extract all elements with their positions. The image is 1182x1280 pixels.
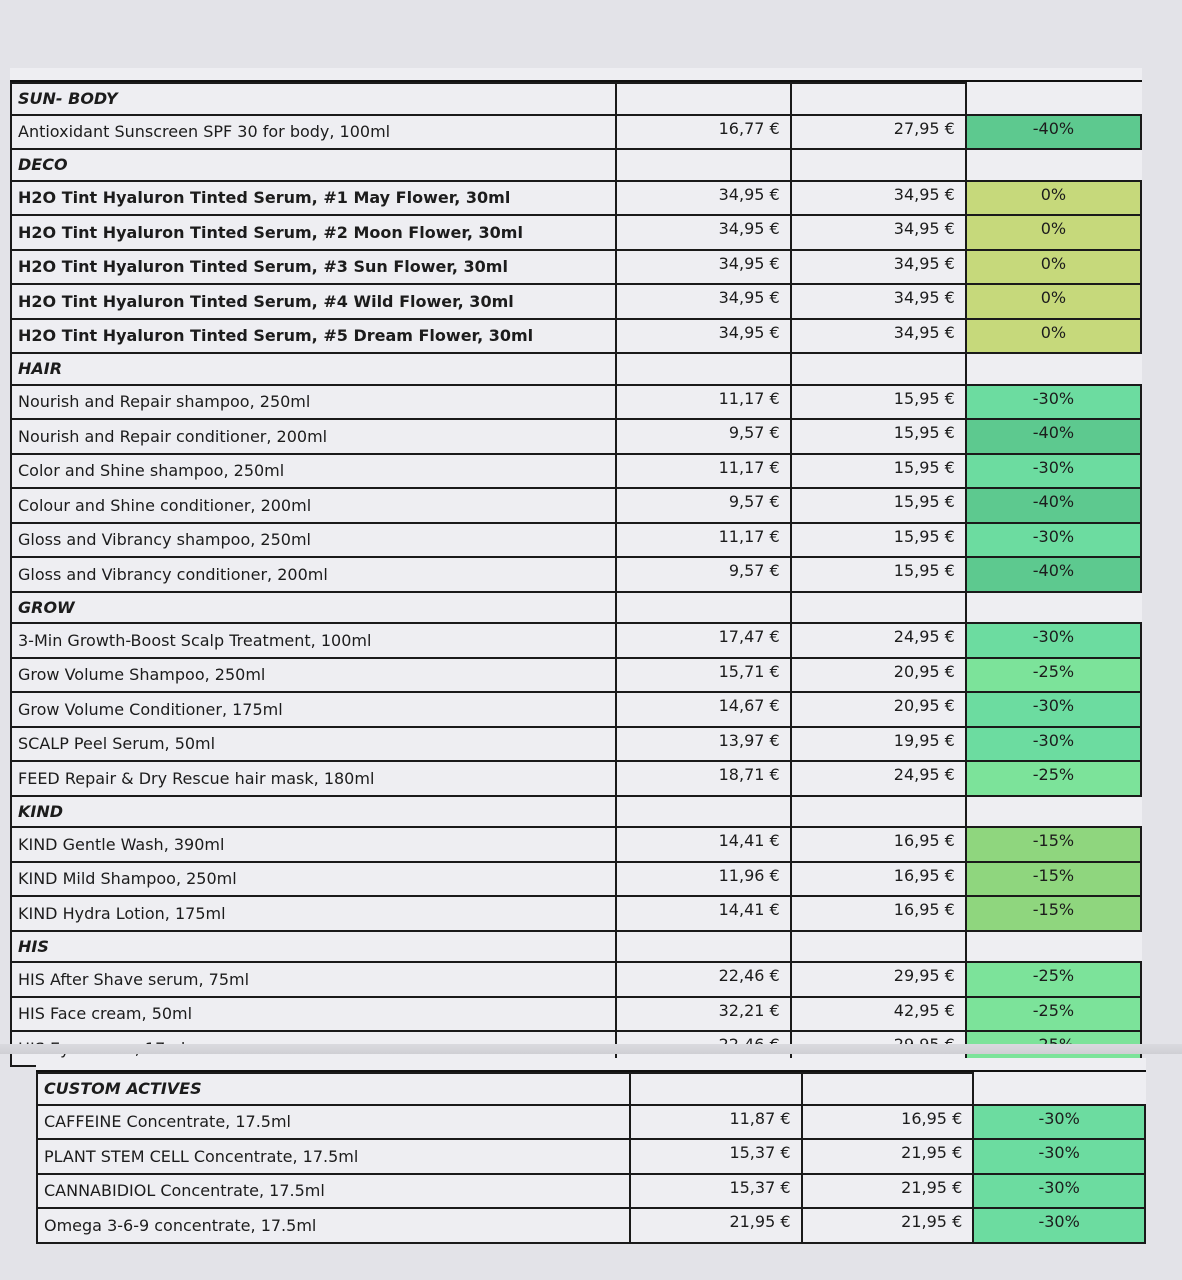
product-row bbox=[37, 1208, 1145, 1243]
product-name: KIND Mild Shampoo, 250ml bbox=[11, 862, 616, 897]
discount-badge: -30% bbox=[973, 1105, 1145, 1140]
price-sheet-bottom bbox=[36, 1058, 1146, 1244]
discount-badge: 0% bbox=[966, 215, 1141, 250]
sale-price: 21,95 € bbox=[630, 1208, 802, 1243]
empty-cell bbox=[791, 353, 966, 385]
discount-badge: -15% bbox=[966, 827, 1141, 862]
original-price: 15,95 € bbox=[791, 454, 966, 489]
original-price: 20,95 € bbox=[791, 692, 966, 727]
paper-tear bbox=[0, 1044, 1182, 1054]
empty-cell bbox=[802, 1073, 974, 1105]
product-row bbox=[11, 181, 1141, 216]
product-name: Color and Shine shampoo, 250ml bbox=[11, 454, 616, 489]
product-row bbox=[11, 250, 1141, 285]
empty-cell bbox=[966, 353, 1141, 385]
category-title: DECO bbox=[11, 149, 616, 181]
category-title: CUSTOM ACTIVES bbox=[37, 1073, 630, 1105]
original-price: 15,95 € bbox=[791, 488, 966, 523]
product-row bbox=[11, 319, 1141, 354]
product-name: KIND Hydra Lotion, 175ml bbox=[11, 896, 616, 931]
sale-price: 15,71 € bbox=[616, 658, 791, 693]
product-name: Colour and Shine conditioner, 200ml bbox=[11, 488, 616, 523]
discount-badge: -25% bbox=[966, 962, 1141, 997]
product-row bbox=[11, 488, 1141, 523]
discount-badge: 0% bbox=[966, 284, 1141, 319]
empty-cell bbox=[616, 592, 791, 624]
product-row bbox=[11, 658, 1141, 693]
sale-price: 11,17 € bbox=[616, 523, 791, 558]
discount-badge: -30% bbox=[966, 454, 1141, 489]
product-row bbox=[11, 523, 1141, 558]
product-name: H2O Tint Hyaluron Tinted Serum, #1 May Flower, 30ml bbox=[11, 181, 616, 216]
category-title: GROW bbox=[11, 592, 616, 624]
category-row bbox=[11, 83, 1141, 115]
product-name: 3-Min Growth-Boost Scalp Treatment, 100ml bbox=[11, 623, 616, 658]
product-name: Nourish and Repair shampoo, 250ml bbox=[11, 385, 616, 420]
empty-cell bbox=[791, 83, 966, 115]
empty-cell bbox=[966, 796, 1141, 828]
price-table-body bbox=[11, 83, 1141, 1066]
sale-price: 16,77 € bbox=[616, 115, 791, 150]
sale-price: 9,57 € bbox=[616, 419, 791, 454]
original-price: 42,95 € bbox=[791, 997, 966, 1032]
product-name: SCALP Peel Serum, 50ml bbox=[11, 727, 616, 762]
custom-actives-table bbox=[36, 1072, 1146, 1244]
discount-badge: -30% bbox=[973, 1208, 1145, 1243]
original-price: 21,95 € bbox=[802, 1174, 974, 1209]
empty-cell bbox=[791, 149, 966, 181]
original-price: 24,95 € bbox=[791, 761, 966, 796]
sale-price: 15,37 € bbox=[630, 1139, 802, 1174]
product-row bbox=[11, 385, 1141, 420]
empty-cell bbox=[966, 931, 1141, 963]
discount-badge: -30% bbox=[966, 523, 1141, 558]
discount-badge: -15% bbox=[966, 862, 1141, 897]
sale-price: 11,96 € bbox=[616, 862, 791, 897]
discount-badge: -30% bbox=[966, 692, 1141, 727]
empty-cell bbox=[616, 149, 791, 181]
product-row bbox=[11, 454, 1141, 489]
product-row bbox=[37, 1139, 1145, 1174]
original-price: 15,95 € bbox=[791, 557, 966, 592]
sale-price: 18,71 € bbox=[616, 761, 791, 796]
sale-price: 22,46 € bbox=[616, 962, 791, 997]
category-row bbox=[11, 931, 1141, 963]
product-name: HIS After Shave serum, 75ml bbox=[11, 962, 616, 997]
category-row bbox=[11, 592, 1141, 624]
original-price: 15,95 € bbox=[791, 385, 966, 420]
discount-badge: -25% bbox=[966, 997, 1141, 1032]
sale-price: 14,41 € bbox=[616, 896, 791, 931]
original-price: 21,95 € bbox=[802, 1139, 974, 1174]
product-row bbox=[11, 557, 1141, 592]
price-table bbox=[10, 82, 1142, 1067]
product-name: Gloss and Vibrancy shampoo, 250ml bbox=[11, 523, 616, 558]
product-name: Nourish and Repair conditioner, 200ml bbox=[11, 419, 616, 454]
discount-badge: -40% bbox=[966, 115, 1141, 150]
original-price: 20,95 € bbox=[791, 658, 966, 693]
original-price: 34,95 € bbox=[791, 284, 966, 319]
top-rule-2 bbox=[36, 1058, 1146, 1072]
sale-price: 14,67 € bbox=[616, 692, 791, 727]
product-name: Omega 3-6-9 concentrate, 17.5ml bbox=[37, 1208, 630, 1243]
sale-price: 32,21 € bbox=[616, 997, 791, 1032]
price-sheet-top bbox=[10, 68, 1142, 1067]
discount-badge: 0% bbox=[966, 319, 1141, 354]
discount-badge: -15% bbox=[966, 896, 1141, 931]
empty-cell bbox=[791, 592, 966, 624]
sale-price: 34,95 € bbox=[616, 319, 791, 354]
category-row bbox=[11, 149, 1141, 181]
empty-cell bbox=[791, 796, 966, 828]
sale-price: 34,95 € bbox=[616, 181, 791, 216]
product-name: HIS Face cream, 50ml bbox=[11, 997, 616, 1032]
original-price: 24,95 € bbox=[791, 623, 966, 658]
empty-cell bbox=[973, 1073, 1145, 1105]
product-name: Gloss and Vibrancy conditioner, 200ml bbox=[11, 557, 616, 592]
top-rule bbox=[10, 68, 1142, 82]
empty-cell bbox=[616, 796, 791, 828]
product-row bbox=[11, 215, 1141, 250]
sale-price: 13,97 € bbox=[616, 727, 791, 762]
empty-cell bbox=[616, 931, 791, 963]
sale-price: 11,87 € bbox=[630, 1105, 802, 1140]
discount-badge: -30% bbox=[966, 385, 1141, 420]
sale-price: 11,17 € bbox=[616, 385, 791, 420]
sale-price: 9,57 € bbox=[616, 488, 791, 523]
category-title: KIND bbox=[11, 796, 616, 828]
product-row bbox=[11, 727, 1141, 762]
sale-price: 34,95 € bbox=[616, 284, 791, 319]
discount-badge: -40% bbox=[966, 419, 1141, 454]
discount-badge: -30% bbox=[973, 1139, 1145, 1174]
discount-badge: -25% bbox=[966, 761, 1141, 796]
product-row bbox=[11, 284, 1141, 319]
sale-price: 14,41 € bbox=[616, 827, 791, 862]
sale-price: 34,95 € bbox=[616, 215, 791, 250]
original-price: 19,95 € bbox=[791, 727, 966, 762]
original-price: 34,95 € bbox=[791, 250, 966, 285]
empty-cell bbox=[616, 83, 791, 115]
product-name: CANNABIDIOL Concentrate, 17.5ml bbox=[37, 1174, 630, 1209]
product-row bbox=[11, 896, 1141, 931]
original-price: 27,95 € bbox=[791, 115, 966, 150]
discount-badge: -30% bbox=[966, 623, 1141, 658]
product-row bbox=[37, 1174, 1145, 1209]
product-row bbox=[11, 761, 1141, 796]
empty-cell bbox=[630, 1073, 802, 1105]
original-price: 16,95 € bbox=[791, 862, 966, 897]
empty-cell bbox=[791, 931, 966, 963]
discount-badge: -30% bbox=[973, 1174, 1145, 1209]
original-price: 34,95 € bbox=[791, 215, 966, 250]
empty-cell bbox=[616, 353, 791, 385]
product-row bbox=[11, 692, 1141, 727]
discount-badge: -25% bbox=[966, 658, 1141, 693]
product-name: Grow Volume Conditioner, 175ml bbox=[11, 692, 616, 727]
product-row bbox=[11, 419, 1141, 454]
product-row bbox=[11, 115, 1141, 150]
original-price: 34,95 € bbox=[791, 181, 966, 216]
product-row bbox=[11, 827, 1141, 862]
original-price: 15,95 € bbox=[791, 419, 966, 454]
product-row bbox=[11, 862, 1141, 897]
sale-price: 34,95 € bbox=[616, 250, 791, 285]
discount-badge: -30% bbox=[966, 727, 1141, 762]
original-price: 16,95 € bbox=[791, 827, 966, 862]
empty-cell bbox=[966, 592, 1141, 624]
discount-badge: -40% bbox=[966, 488, 1141, 523]
sale-price: 15,37 € bbox=[630, 1174, 802, 1209]
original-price: 16,95 € bbox=[791, 896, 966, 931]
sale-price: 11,17 € bbox=[616, 454, 791, 489]
sale-price: 17,47 € bbox=[616, 623, 791, 658]
custom-actives-body bbox=[37, 1073, 1145, 1243]
product-name: PLANT STEM CELL Concentrate, 17.5ml bbox=[37, 1139, 630, 1174]
product-name: CAFFEINE Concentrate, 17.5ml bbox=[37, 1105, 630, 1140]
product-name: H2O Tint Hyaluron Tinted Serum, #5 Dream Flower, 30ml bbox=[11, 319, 616, 354]
product-name: FEED Repair & Dry Rescue hair mask, 180ml bbox=[11, 761, 616, 796]
product-name: KIND Gentle Wash, 390ml bbox=[11, 827, 616, 862]
category-row bbox=[11, 353, 1141, 385]
original-price: 34,95 € bbox=[791, 319, 966, 354]
sale-price: 9,57 € bbox=[616, 557, 791, 592]
category-row bbox=[11, 796, 1141, 828]
original-price: 21,95 € bbox=[802, 1208, 974, 1243]
original-price: 16,95 € bbox=[802, 1105, 974, 1140]
category-row bbox=[37, 1073, 1145, 1105]
discount-badge: 0% bbox=[966, 181, 1141, 216]
product-row bbox=[11, 962, 1141, 997]
product-name: Antioxidant Sunscreen SPF 30 for body, 100ml bbox=[11, 115, 616, 150]
discount-badge: -40% bbox=[966, 557, 1141, 592]
product-row bbox=[11, 623, 1141, 658]
product-row bbox=[37, 1105, 1145, 1140]
category-title: HIS bbox=[11, 931, 616, 963]
product-name: H2O Tint Hyaluron Tinted Serum, #3 Sun Flower, 30ml bbox=[11, 250, 616, 285]
original-price: 29,95 € bbox=[791, 962, 966, 997]
empty-cell bbox=[966, 149, 1141, 181]
product-name: H2O Tint Hyaluron Tinted Serum, #2 Moon Flower, 30ml bbox=[11, 215, 616, 250]
category-title: HAIR bbox=[11, 353, 616, 385]
category-title: SUN- BODY bbox=[11, 83, 616, 115]
product-name: Grow Volume Shampoo, 250ml bbox=[11, 658, 616, 693]
original-price: 15,95 € bbox=[791, 523, 966, 558]
product-row bbox=[11, 997, 1141, 1032]
product-name: H2O Tint Hyaluron Tinted Serum, #4 Wild Flower, 30ml bbox=[11, 284, 616, 319]
discount-badge: 0% bbox=[966, 250, 1141, 285]
empty-cell bbox=[966, 83, 1141, 115]
